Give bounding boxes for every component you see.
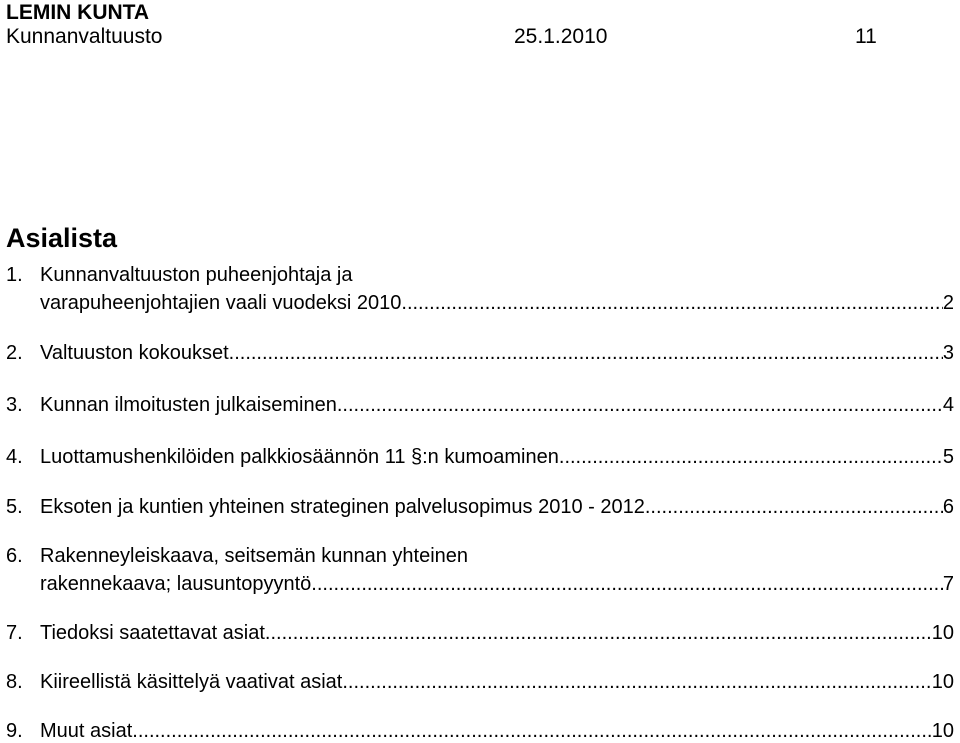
dot-leader	[348, 671, 932, 694]
agenda-item-5[interactable]	[6, 496, 954, 519]
item-number: 2.	[6, 342, 23, 364]
dot-leader	[138, 720, 932, 743]
item-page: 2	[942, 292, 954, 314]
organization-name: LEMIN KUNTA	[6, 1, 150, 24]
item-number: 3.	[6, 394, 23, 416]
dot-leader	[650, 496, 942, 519]
agenda-item-1[interactable]	[6, 264, 954, 314]
item-page: 6	[942, 496, 954, 518]
item-page: 5	[942, 446, 954, 468]
agenda-item-4[interactable]	[6, 446, 954, 469]
item-title-line1: Rakenneyleiskaava, seitsemän kunnan yhteinen	[40, 545, 469, 567]
agenda-item-6[interactable]	[6, 545, 954, 595]
item-title: rakennekaava; lausuntopyyntö.	[40, 573, 317, 595]
item-number: 1.	[6, 264, 23, 286]
agenda-item-8[interactable]	[6, 671, 954, 694]
dot-leader	[407, 292, 943, 315]
item-page: 4	[942, 394, 954, 416]
item-title-line1: Kunnanvaltuuston puheenjohtaja ja	[40, 264, 353, 286]
item-title: Valtuuston kokoukset.	[40, 342, 235, 364]
item-title: Muut asiat.	[40, 720, 138, 742]
item-page: 7	[942, 573, 954, 595]
item-number: 9.	[6, 720, 23, 742]
dot-leader	[271, 622, 932, 645]
item-title: varapuheenjohtajien vaali vuodeksi 2010.	[40, 292, 407, 314]
dot-leader	[342, 394, 942, 417]
item-page: 10	[931, 671, 954, 693]
agenda-item-9[interactable]	[6, 720, 954, 743]
item-page: 3	[942, 342, 954, 364]
agenda-item-2[interactable]	[6, 342, 954, 365]
item-number: 7.	[6, 622, 23, 644]
item-number: 5.	[6, 496, 23, 518]
agenda-title: Asialista	[6, 223, 118, 253]
item-page: 10	[931, 622, 954, 644]
dot-leader	[564, 446, 942, 469]
dot-leader	[234, 342, 943, 365]
agenda-item-7[interactable]	[6, 622, 954, 645]
item-title: Luottamushenkilöiden palkkiosäännön 11 §:n kumoaminen.	[40, 446, 565, 468]
item-title: Tiedoksi saatettavat asiat.	[40, 622, 271, 644]
page-number: 11	[855, 25, 877, 48]
item-title: Kunnan ilmoitusten julkaiseminen.	[40, 394, 343, 416]
item-title: Eksoten ja kuntien yhteinen strateginen palvelusopimus 2010 - 2012.	[40, 496, 651, 518]
item-page: 10	[931, 720, 954, 742]
governing-body: Kunnanvaltuusto	[6, 25, 163, 48]
item-number: 8.	[6, 671, 23, 693]
meeting-date: 25.1.2010	[514, 25, 608, 48]
item-number: 4.	[6, 446, 23, 468]
item-title: Kiireellistä käsittelyä vaativat asiat.	[40, 671, 348, 693]
item-number: 6.	[6, 545, 23, 567]
dot-leader	[317, 573, 943, 596]
agenda-item-3[interactable]	[6, 394, 954, 417]
